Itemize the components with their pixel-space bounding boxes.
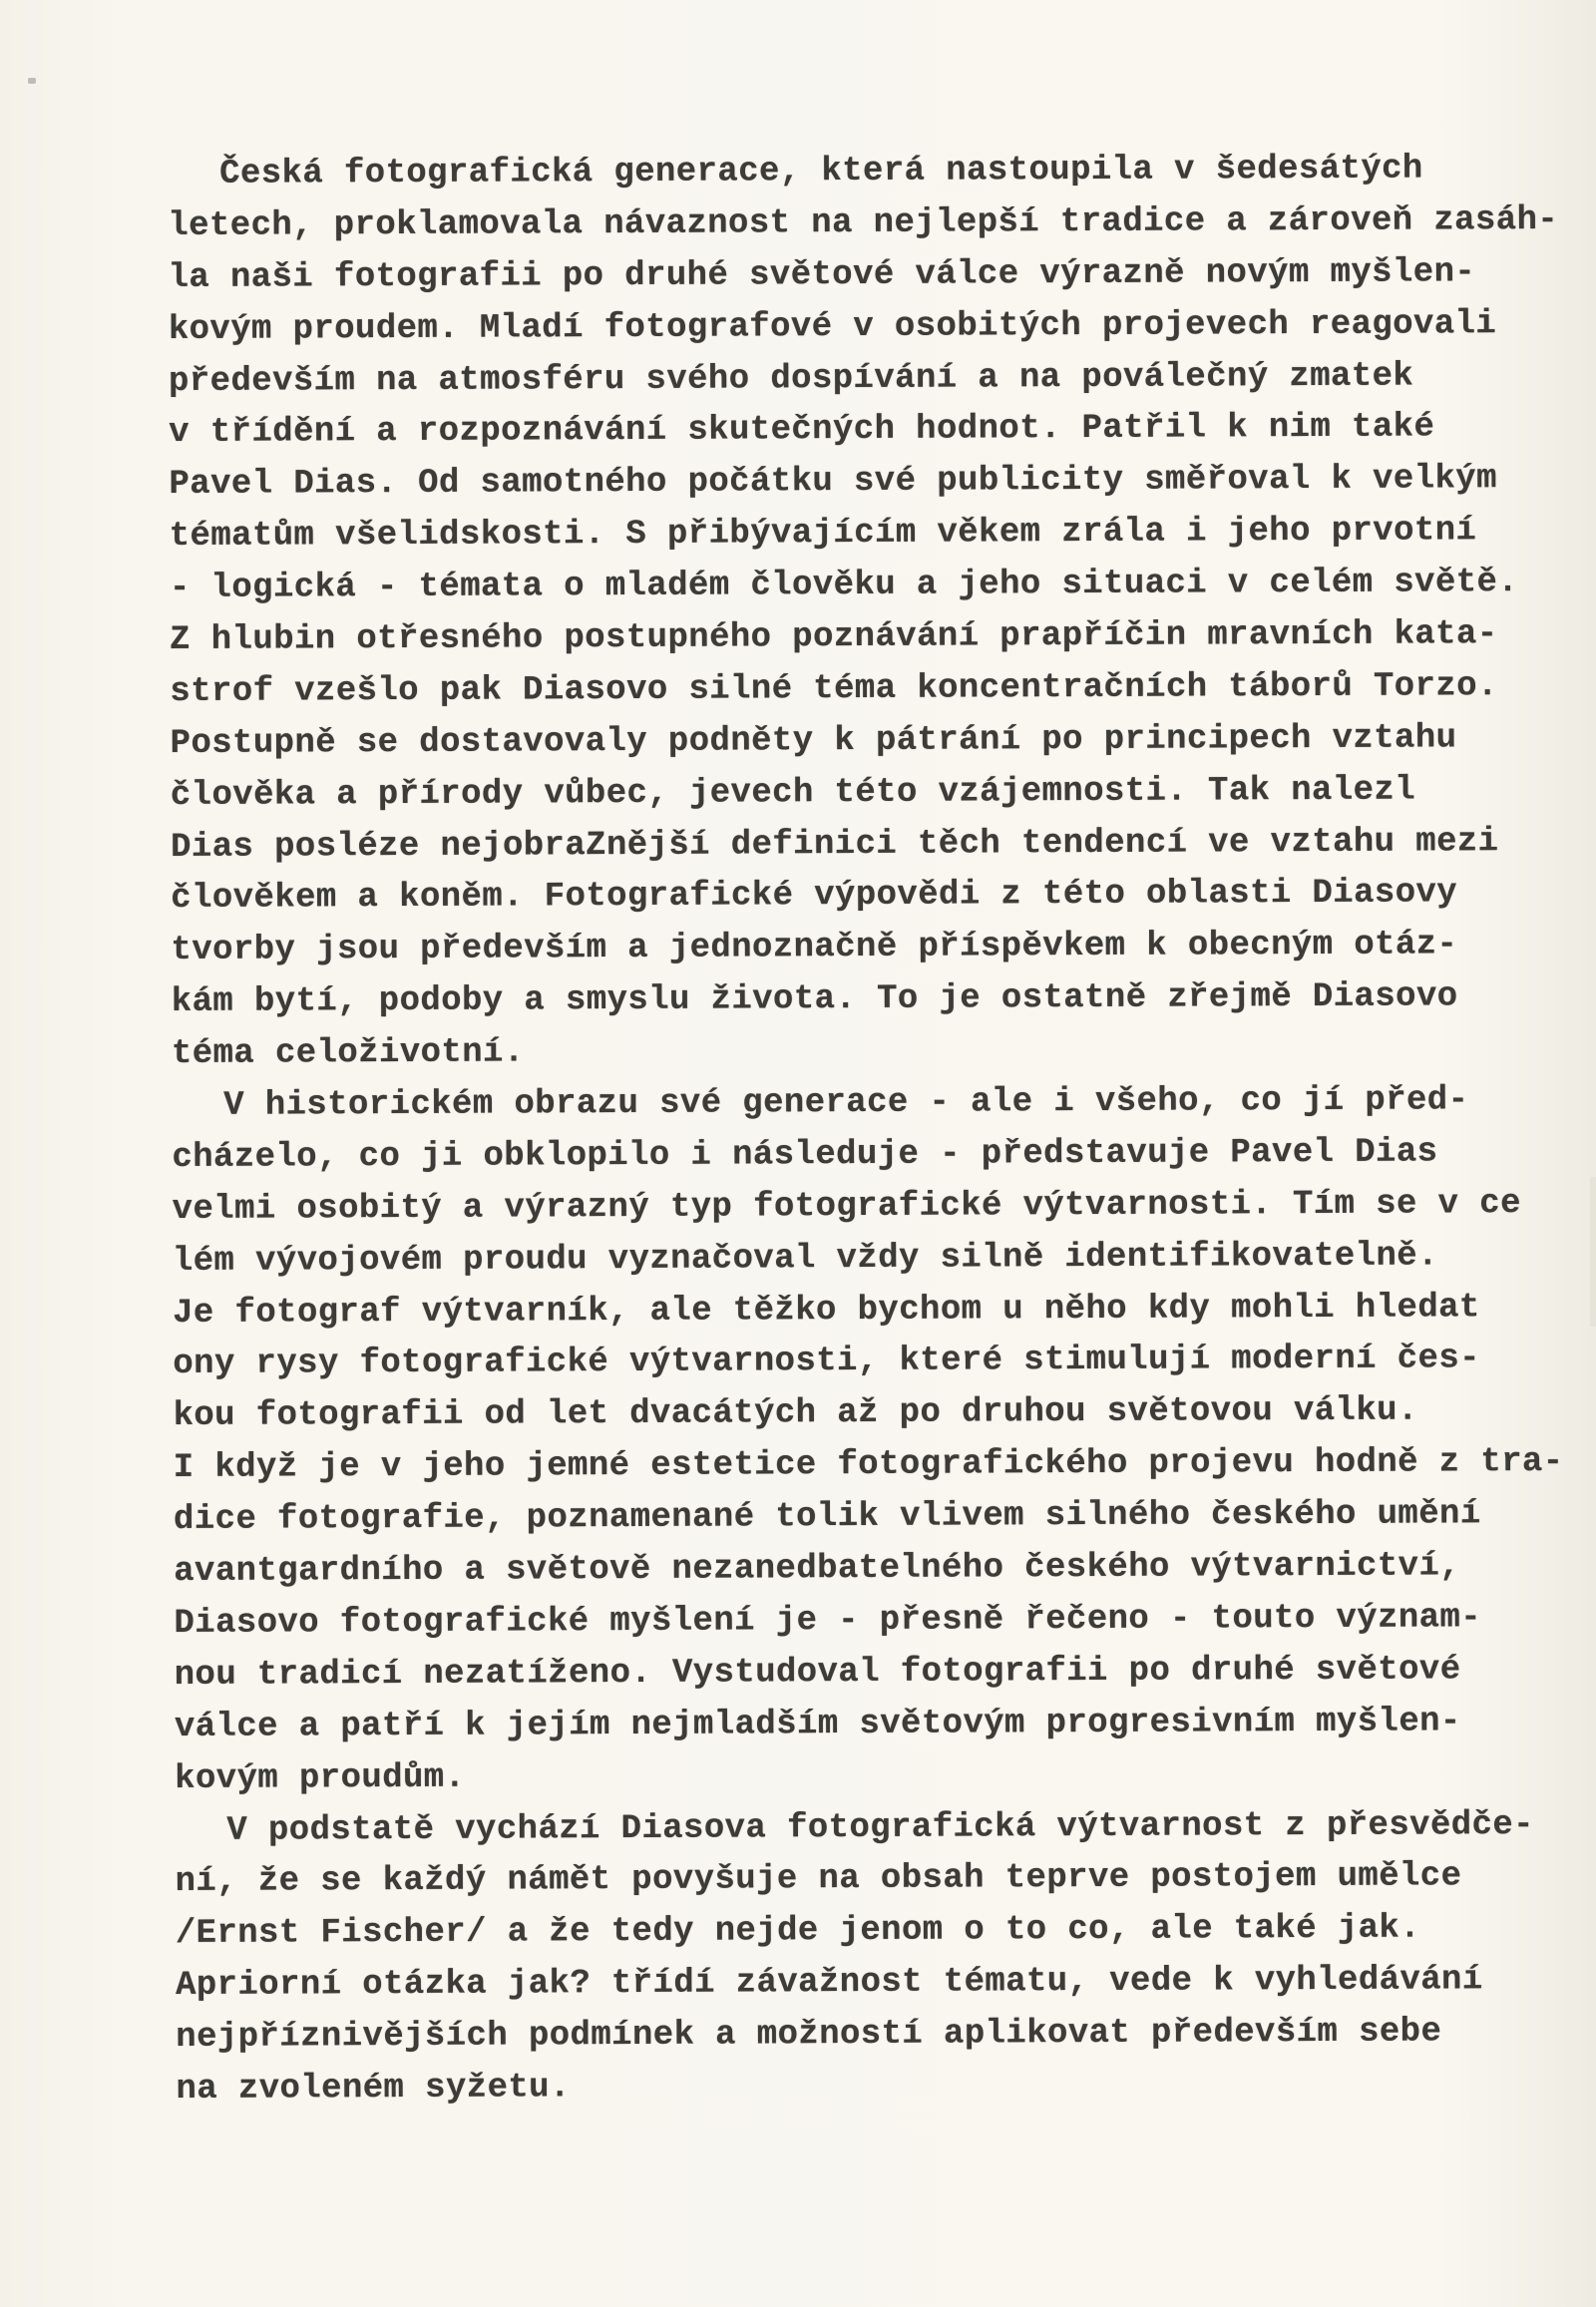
text-line: ony rysy fotografické výtvarnosti, které stimulují moderní čes- bbox=[173, 1340, 1480, 1384]
text-line: člověka a přírody vůbec, jevech této vzájemnosti. Tak nalezl bbox=[170, 771, 1416, 815]
text-line: Postupně se dostavovaly podněty k pátrání po principech vztahu bbox=[170, 719, 1457, 763]
text-line: /Ernst Fischer/ a že tedy nejde jenom o to co, ale také jak. bbox=[175, 1909, 1421, 1954]
text-line: dice fotografie, poznamenané tolik vlivem silného českého umění bbox=[173, 1495, 1481, 1540]
paper-blemish bbox=[28, 78, 36, 84]
text-line: válce a patří k jejím nejmladším světovým progresivním myšlen- bbox=[174, 1703, 1461, 1746]
text-line: I když je v jeho jemné estetice fotografického projevu hodně z tra- bbox=[173, 1443, 1564, 1488]
text-line: strof vzešlo pak Diasovo silné téma koncentračních táborů Torzo. bbox=[170, 667, 1498, 711]
text-line: Je fotograf výtvarník, ale těžko bychom u něho kdy mohli hledat bbox=[173, 1288, 1480, 1333]
text-line: nou tradicí nezatíženo. Vystudoval fotografii po druhé světové bbox=[174, 1651, 1461, 1695]
text-line: Pavel Dias. Od samotného počátku své publicity směřoval k velkým bbox=[169, 460, 1497, 505]
text-line: v třídění a rozpoznávání skutečných hodnot. Patřil k nim také bbox=[169, 408, 1435, 453]
text-line: letech, proklamovala návaznost na nejlepší tradice a zároveň zasáh- bbox=[168, 200, 1559, 245]
text-line: Z hlubin otřesného postupného poznávání prapříčin mravních kata- bbox=[170, 615, 1498, 660]
text-line: kovým proudům. bbox=[175, 1758, 466, 1798]
torn-paper-edge bbox=[1590, 1177, 1596, 1327]
text-line: cházelo, co ji obklopilo i následuje - představuje Pavel Dias bbox=[172, 1133, 1438, 1177]
text-line: člověkem a koněm. Fotografické výpovědi z této oblasti Diasovy bbox=[171, 874, 1458, 919]
paragraph-first-line: V historickém obrazu své generace - ale i všeho, co jí před- bbox=[223, 1081, 1469, 1125]
text-line: tvorby jsou především a jednoznačně příspěvkem k obecným otáz- bbox=[171, 926, 1458, 970]
text-line: na zvoleném syžetu. bbox=[176, 2069, 571, 2109]
text-line: - logická - témata o mladém člověku a jeho situaci v celém světě. bbox=[169, 564, 1519, 608]
paragraph-first-line: Česká fotografická generace, která nastoupila v šedesátých bbox=[219, 150, 1423, 193]
paragraph-first-line: V podstatě vychází Diasova fotografická výtvarnost z přesvědče- bbox=[226, 1805, 1535, 1850]
text-line: téma celoživotní. bbox=[171, 1033, 525, 1074]
text-line: Dias posléze nejobraZnější definici těch tendencí ve vztahu mezi bbox=[170, 822, 1499, 867]
text-line: ní, že se každý námět povyšuje na obsah teprve postojem umělce bbox=[175, 1857, 1462, 1902]
text-line: nejpříznivějších podmínek a možností aplikovat především sebe bbox=[176, 2013, 1442, 2058]
text-line: kovým proudem. Mladí fotografové v osobitých projevech reagovali bbox=[168, 304, 1497, 349]
text-line: avantgardního a světově nezanedbatelného českého výtvarnictví, bbox=[174, 1547, 1461, 1592]
text-line: kou fotografii od let dvacátých až po druhou světovou válku. bbox=[173, 1391, 1418, 1436]
text-line: především na atmosféru svého dospívání a na poválečný zmatek bbox=[168, 357, 1414, 401]
document-body bbox=[168, 144, 1573, 2116]
text-line: tématům všelidskosti. S přibývajícím věkem zrála i jeho prvotní bbox=[169, 512, 1477, 557]
text-line: Diasovo fotografické myšlení je - přesně řečeno - touto význam- bbox=[174, 1599, 1482, 1643]
text-line: Apriorní otázka jak? třídí závažnost tématu, vede k vyhledávání bbox=[175, 1961, 1483, 2006]
text-line: lém vývojovém proudu vyznačoval vždy silně identifikovatelně. bbox=[172, 1237, 1438, 1281]
text-line: velmi osobitý a výrazný typ fotografické výtvarnosti. Tím se v ce bbox=[172, 1184, 1521, 1229]
text-line: la naši fotografii po druhé světové válce výrazně novým myšlen- bbox=[168, 253, 1476, 297]
text-line: kám bytí, podoby a smyslu života. To je ostatně zřejmě Diasovo bbox=[171, 977, 1458, 1022]
